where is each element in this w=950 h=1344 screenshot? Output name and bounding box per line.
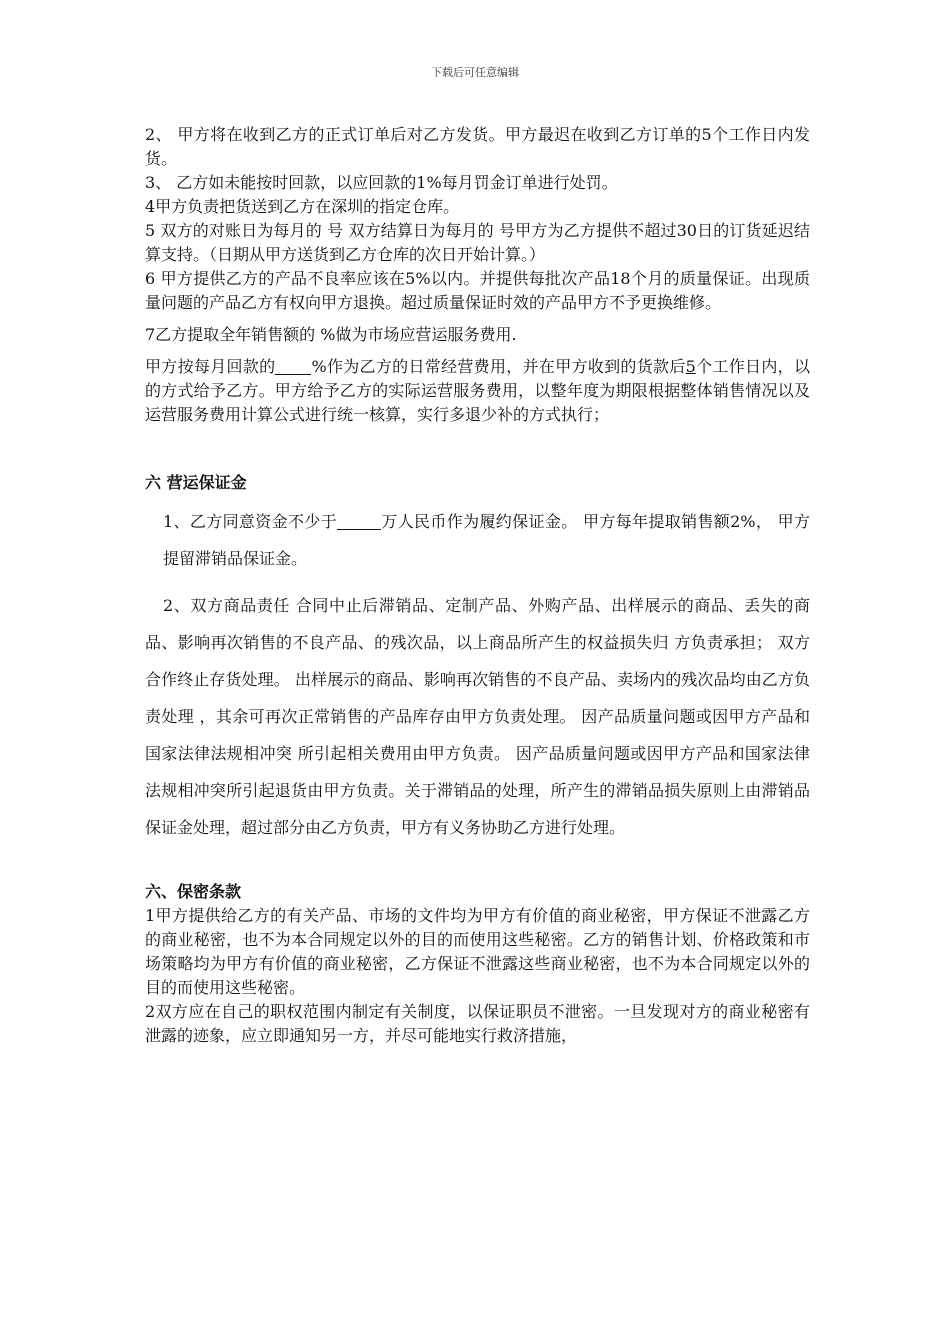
- fee-clause: [145, 355, 810, 427]
- clause-3: 3、 乙方如未能按时回款，以应回款的1%每月罚金订单进行处罚。: [145, 173, 618, 192]
- deposit-clause-2: 2、双方商品责任 合同中止后滞销品、定制产品、外购产品、出样展示的商品、丢失的商品、影响再次销售的不良产品、的残次品，以上商品所产生的权益损失归 方负责承担； 双方合作终止存货处理。 出样展示的商品、影响再次销售的不良产品、卖场内的残次品均由乙方负责处理 ，其余可再次正常销售的产品库存由甲方负责处理。 因产品质量问题或因甲方产品和国家法律法规相冲突 所引起相关费用由甲方负责。 因产品质量问题或因甲方产品和国家法律法规相冲突所引起退货由甲方负责。关于滞销品的处理，所产生的滞销品损失原则上由滞销品保证金处理，超过部分由乙方负责，甲方有义务协助乙方进行处理。: [145, 596, 810, 837]
- clause-6: 6 甲方提供乙方的产品不良率应该在5%以内。并提供每批次产品18个月的质量保证。出现质量问题的产品乙方有权向甲方退换。超过质量保证时效的产品甲方不予更换维修。: [145, 269, 810, 312]
- deposit-clause-1: [145, 503, 810, 577]
- page-header: 下载后可任意编辑: [431, 66, 519, 79]
- fee-text-b: %作为乙方的日常经营费用，并在甲方收到的货款后: [311, 357, 686, 376]
- document-body: [145, 123, 810, 1048]
- confidentiality-clause-2: 2双方应在自己的职权范围内制定有关制度，以保证职员不泄密。一旦发现对方的商业秘密有泄露的迹象，应立即通知另一方，并尽可能地实行救济措施，: [145, 1002, 810, 1045]
- deposit-text-b: 万人民币作为履约保证金。 甲方每年提取销售额2%， 甲方提留滞销品保证金。: [163, 512, 810, 568]
- fee-text-c: 个工作日内，以 的方式给予乙方。甲方给予乙方的实际运营服务费用，以整年度为期限根据整体销售情况以及运营服务费用计算公式进行统一核算，实行多退少补的方式执行；: [145, 357, 810, 424]
- fee-text-a: 甲方按每月回款的: [145, 357, 276, 376]
- section-title-deposit: 六 营运保证金: [145, 473, 247, 492]
- clause-2: 2、 甲方将在收到乙方的正式订单后对乙方发货。甲方最迟在收到乙方订单的5个工作日内发货。: [145, 125, 810, 168]
- confidentiality-clause-1: 1甲方提供给乙方的有关产品、市场的文件均为甲方有价值的商业秘密，甲方保证不泄露乙方的商业秘密，也不为本合同规定以外的目的而使用这些秘密。乙方的销售计划、价格政策和市场策略均为甲方有价值的商业秘密，乙方保证不泄露这些商业秘密，也不为本合同规定以外的目的而使用这些秘密。: [145, 906, 810, 997]
- clause-5: 5 双方的对账日为每月的 号 双方结算日为每月的 号甲方为乙方提供不超过30日的订货延迟结算支持。（日期从甲方送货到乙方仓库的次日开始计算。）: [145, 221, 810, 264]
- fee-days: 5: [685, 357, 696, 376]
- clause-7: 7乙方提取全年销售额的 %做为市场应营运服务费用.: [145, 325, 517, 344]
- deposit-text-a: 1、乙方同意资金不少于: [163, 512, 338, 531]
- clause-4: 4甲方负责把货送到乙方在深圳的指定仓库。: [145, 197, 460, 216]
- blank-underline: [275, 356, 311, 375]
- blank-underline: [337, 511, 381, 530]
- section-title-confidentiality: 六、保密条款: [145, 882, 242, 901]
